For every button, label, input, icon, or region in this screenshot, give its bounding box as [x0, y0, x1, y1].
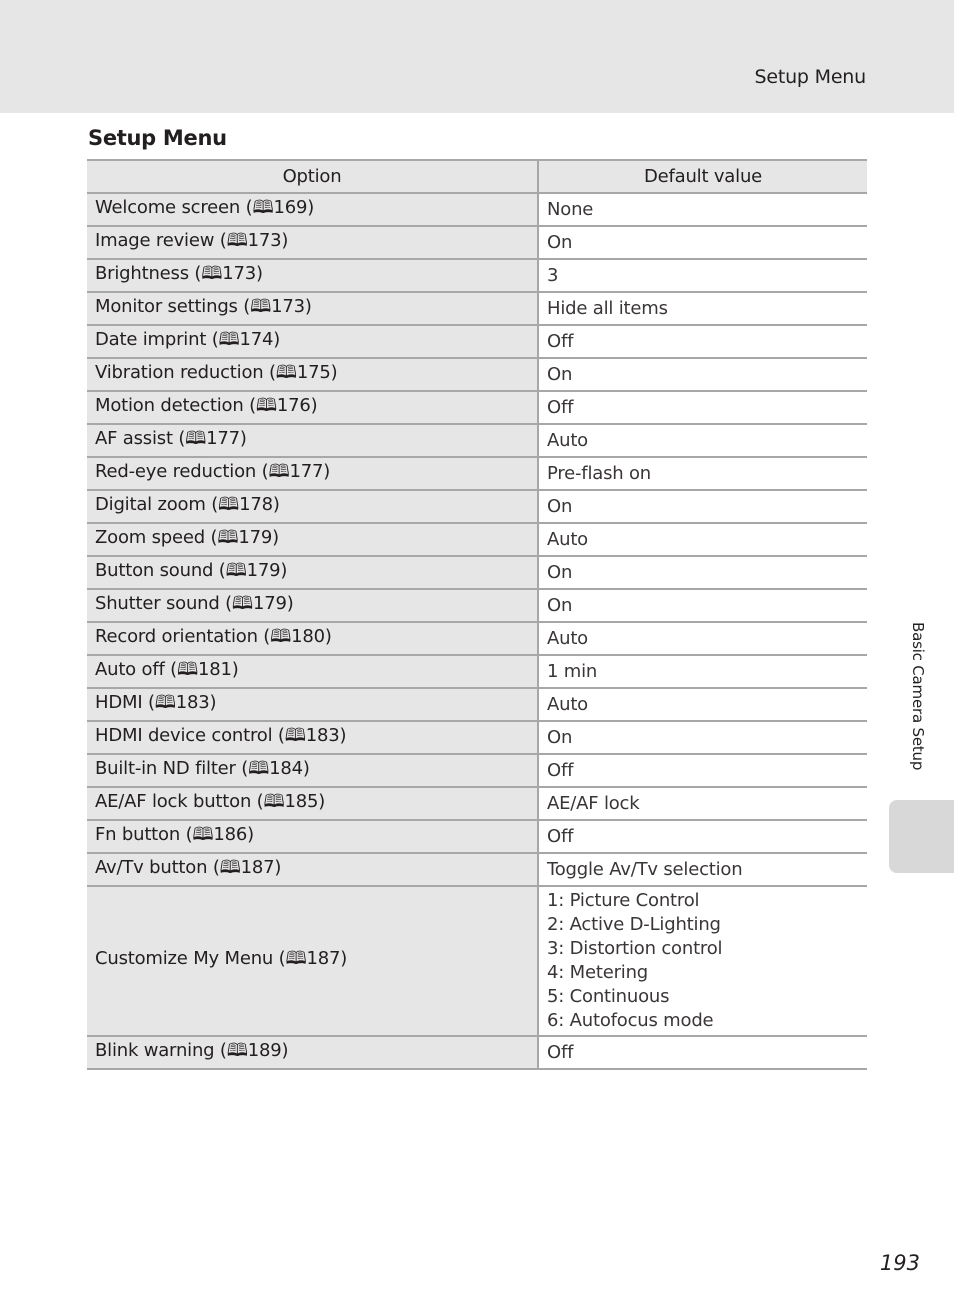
table-row — [87, 292, 867, 325]
option-cell: HDMI device control (🕮183) — [87, 721, 538, 754]
default-value-cell: None — [538, 193, 867, 226]
option-cell: Button sound (🕮179) — [87, 556, 538, 589]
default-value-cell: AE/AF lock — [538, 787, 867, 820]
default-value-cell — [538, 886, 867, 1036]
option-cell: AF assist (🕮177) — [87, 424, 538, 457]
table-row — [87, 688, 867, 721]
default-value-cell: On — [538, 721, 867, 754]
table-row — [87, 490, 867, 523]
default-value-cell: Pre-flash on — [538, 457, 867, 490]
option-cell: Welcome screen (🕮169) — [87, 193, 538, 226]
default-value-cell: Toggle Av/Tv selection — [538, 853, 867, 886]
option-cell: Motion detection (🕮176) — [87, 391, 538, 424]
default-value-cell: On — [538, 589, 867, 622]
table-row — [87, 226, 867, 259]
page-number: 193 — [879, 1251, 920, 1275]
table-row — [87, 754, 867, 787]
default-value-cell: Off — [538, 391, 867, 424]
option-cell: Record orientation (🕮180) — [87, 622, 538, 655]
default-value-cell: Auto — [538, 424, 867, 457]
menu-slot-value: 1: Picture Control — [547, 890, 700, 911]
table-row — [87, 523, 867, 556]
table-row — [87, 457, 867, 490]
default-value-cell: 3 — [538, 259, 867, 292]
default-value-cell: Hide all items — [538, 292, 867, 325]
menu-slot-value: 6: Autofocus mode — [547, 1010, 714, 1031]
table-row — [87, 655, 867, 688]
default-value-cell: Off — [538, 1036, 867, 1069]
option-cell: Auto off (🕮181) — [87, 655, 538, 688]
menu-slot-value: 2: Active D-Lighting — [547, 914, 721, 935]
table-row-customize-my-menu — [87, 886, 867, 1036]
default-value-cell: Off — [538, 325, 867, 358]
option-cell: Image review (🕮173) — [87, 226, 538, 259]
option-cell: Date imprint (🕮174) — [87, 325, 538, 358]
default-value-cell: Auto — [538, 688, 867, 721]
default-value-cell: Off — [538, 820, 867, 853]
option-cell: Zoom speed (🕮179) — [87, 523, 538, 556]
default-value-cell: On — [538, 226, 867, 259]
table-row — [87, 325, 867, 358]
table-row — [87, 787, 867, 820]
option-cell: Fn button (🕮186) — [87, 820, 538, 853]
option-cell: HDMI (🕮183) — [87, 688, 538, 721]
default-value-cell: 1 min — [538, 655, 867, 688]
table-row — [87, 358, 867, 391]
table-row — [87, 556, 867, 589]
table-row — [87, 853, 867, 886]
table-row — [87, 391, 867, 424]
side-tab-label: Basic Camera Setup — [909, 622, 927, 771]
table-header-row — [87, 160, 867, 193]
option-cell: Monitor settings (🕮173) — [87, 292, 538, 325]
menu-slot-value: 5: Continuous — [547, 986, 670, 1007]
column-header-default-value: Default value — [538, 160, 867, 193]
column-header-option: Option — [87, 160, 538, 193]
option-cell: Shutter sound (🕮179) — [87, 589, 538, 622]
default-value-cell: On — [538, 556, 867, 589]
table-row — [87, 721, 867, 754]
table-row — [87, 589, 867, 622]
default-value-cell: On — [538, 490, 867, 523]
header-band — [0, 0, 954, 113]
option-cell: AE/AF lock button (🕮185) — [87, 787, 538, 820]
option-cell: Built-in ND filter (🕮184) — [87, 754, 538, 787]
menu-slot-value: 4: Metering — [547, 962, 649, 983]
table-row — [87, 259, 867, 292]
option-cell: Vibration reduction (🕮175) — [87, 358, 538, 391]
table-row — [87, 1036, 867, 1069]
table-row — [87, 193, 867, 226]
option-cell: Customize My Menu (🕮187) — [87, 886, 538, 1036]
running-header: Setup Menu — [754, 66, 866, 88]
table-row — [87, 424, 867, 457]
option-cell: Brightness (🕮173) — [87, 259, 538, 292]
default-value-cell: On — [538, 358, 867, 391]
default-value-cell: Auto — [538, 523, 867, 556]
option-cell: Digital zoom (🕮178) — [87, 490, 538, 523]
option-cell: Av/Tv button (🕮187) — [87, 853, 538, 886]
setup-menu-table — [87, 159, 867, 1070]
option-cell: Red-eye reduction (🕮177) — [87, 457, 538, 490]
table-row — [87, 622, 867, 655]
option-cell: Blink warning (🕮189) — [87, 1036, 538, 1069]
menu-slot-value: 3: Distortion control — [547, 938, 723, 959]
section-title: Setup Menu — [88, 126, 227, 150]
table-row — [87, 820, 867, 853]
side-tab-marker — [889, 800, 954, 873]
default-value-cell: Auto — [538, 622, 867, 655]
default-value-cell: Off — [538, 754, 867, 787]
